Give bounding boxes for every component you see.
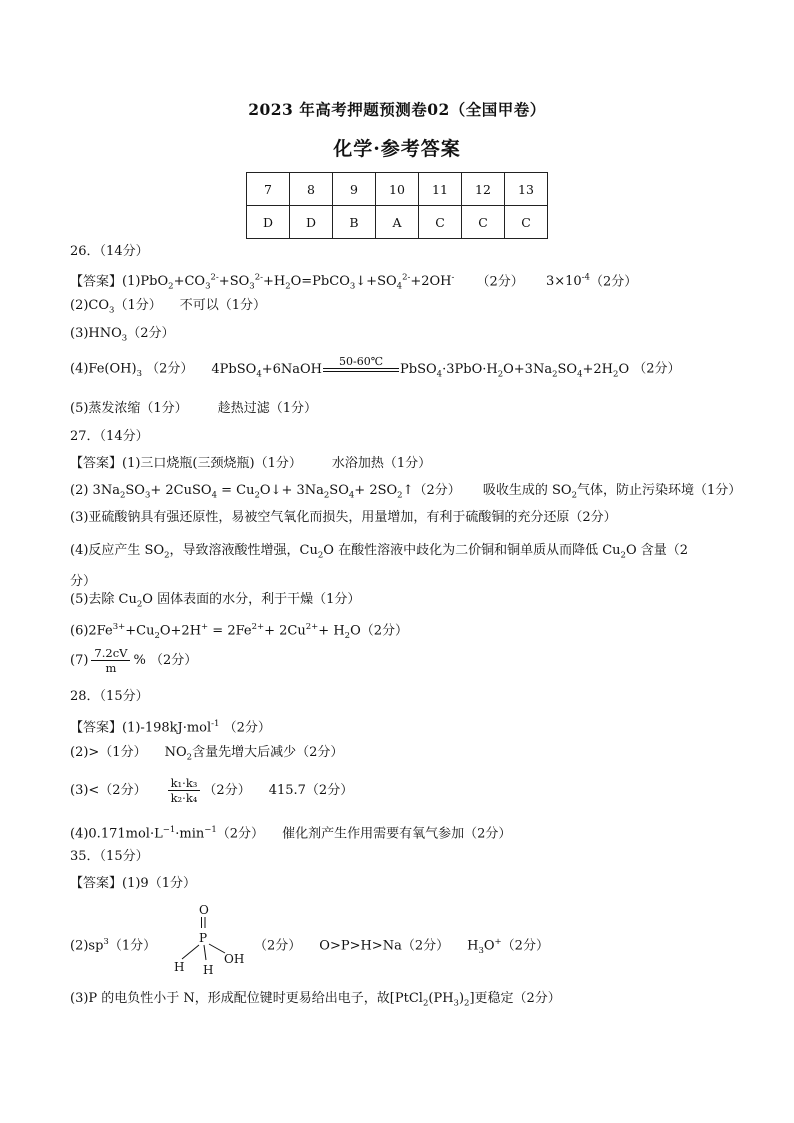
struct-atom-H2: H <box>203 963 214 977</box>
q35-part2-rest: （2分） O>P>H>Na（2分） $H_3O^+(2$分） <box>254 937 549 956</box>
q26-ksp: $3\times 10^{-4}$ <box>545 273 590 290</box>
question-number-cell: 11 <box>419 173 462 206</box>
q27-part1: 【答案】(1)三口烧瓶(三颈烧瓶)（1分） 水浴加热（1分） <box>70 456 432 471</box>
q26-p1-eq: $(1)PbO_2+CO_3^{2-}+SO_3^{2-}+H_2O=PbCO_3↓+SO_4^{2-}+2OH^-$ <box>122 273 455 292</box>
struct-atom-H1: H <box>174 960 185 974</box>
score: （2分） <box>589 274 638 290</box>
q28-part2: (2)>（1分） $NO_2$含量先增大后减少（2分） <box>70 745 344 763</box>
q26-part5: (5)蒸发浓缩（1分） 趁热过滤（1分） <box>70 401 317 416</box>
score: （2分） <box>149 653 198 668</box>
answer-cell: D <box>247 206 290 239</box>
answer-cell: D <box>290 206 333 239</box>
question-number-cell: 8 <box>290 173 333 206</box>
molecule-structure <box>170 900 250 980</box>
score: （2分） <box>146 361 194 377</box>
answer-label: 【答案】 <box>70 720 123 736</box>
q26-p2-b: 不可以（1分） <box>179 298 267 313</box>
q26-part2: $(2)CO_3(1$分） 不可以（1分） <box>70 298 267 316</box>
q35-part1: 【答案】(1)9（1分） <box>70 876 196 891</box>
answer-cell: B <box>333 206 376 239</box>
q27-part5: (5)去除 $Cu_2O$ 固体表面的水分，利于干燥（1分） <box>70 592 361 610</box>
page-title: 2023 年高考押题预测卷02（全国甲卷） <box>248 100 546 119</box>
fraction: $\frac{7.2cV}{m}$ <box>91 646 130 675</box>
q28-part4: $(4)0.171mol\cdot L^{-1}\cdot\min^{-1}(2$分） 催化剂产生作用需要有氧气参加（2分） <box>70 825 512 842</box>
score: （2分） <box>223 720 271 736</box>
q28-part1: 【答案】(1)-198kJ·mol$^{-1}$ （2分） <box>70 719 271 736</box>
score: （2分） <box>203 783 251 798</box>
q27-part7: (7) $\frac{7.2cV}{m}$ % （2分） <box>70 646 198 675</box>
q27-part6: $(6)2Fe^{3+}+Cu_2O+2H^+ = 2Fe^{2+}+ 2Cu^{2+}+ H_2O(2$分） <box>70 622 409 641</box>
score: （1分） <box>114 298 162 313</box>
answer-label: 【答案】 <box>70 456 123 471</box>
q26-heading: 26．（14分） <box>70 244 149 259</box>
answer-cell: C <box>419 206 462 239</box>
q35-part2-prefix: $(2)sp^3(1$分） <box>70 937 157 954</box>
q26-p4-eq: 4PbSO$_4$+6NaOH 50-60℃ $PbSO_4\cdot 3PbO\cdot H_2O+3Na_2SO_4+2H_2O$ <box>211 362 629 377</box>
answer-cell: C <box>505 206 548 239</box>
fraction: $\frac{\text{k₁·k₃}}{\text{k₂·k₄}}$ <box>168 776 201 805</box>
score: （2分） <box>127 326 175 341</box>
answer-table-answer-row <box>247 206 548 239</box>
q26-part1 <box>70 270 637 295</box>
q28-part3: (3)<（2分） $\frac{\text{k₁·k₃}}{\text{k₂·k₄}}$ （2分） 415.7（2分） <box>70 776 354 805</box>
answer-table-question-row <box>247 173 548 206</box>
q28-heading: 28．（15分） <box>70 689 149 704</box>
answer-label: 【答案】 <box>70 876 123 891</box>
question-number-cell: 13 <box>505 173 548 206</box>
q27-part3: (3)亚硫酸钠具有强还原性，易被空气氧化而损失，用量增加，有利于硫酸铜的充分还原（2分） <box>70 510 617 525</box>
question-number-cell: 10 <box>376 173 419 206</box>
answer-table <box>246 172 548 239</box>
q27-part2: (2) $3Na_2SO_3+$ 2CuSO$_4$ = $Cu_2O↓+ 3Na_2SO_4+$ $2SO_2↑(2$分） 吸收生成的 $SO_2$气体，防止污染环境（1分） <box>70 483 742 501</box>
score: （2分） <box>476 274 524 290</box>
question-number-cell: 7 <box>247 173 290 206</box>
answer-cell: C <box>462 206 505 239</box>
question-number-cell: 9 <box>333 173 376 206</box>
q35-part3: (3)P 的电负性小于 N，形成配位键时更易给出电子，故$[PtCl_2(PH_3)_2]$更稳定（2分） <box>70 991 561 1009</box>
reaction-condition: 50-60℃ <box>323 356 399 382</box>
q35-heading: 35．（15分） <box>70 849 149 864</box>
page-subtitle: 化学·参考答案 <box>333 138 461 160</box>
question-number-cell: 12 <box>462 173 505 206</box>
q26-part4: $(4)Fe(OH)_3$ （2分） 4PbSO$_4$+6NaOH 50-60℃ $PbSO_4\cdot 3PbO\cdot H_2O+3Na_2SO_4+2H_2O$ （2分） <box>70 356 681 382</box>
score: （2分） <box>633 361 681 377</box>
q27-part4: (4)反应产生 $SO_2$，导致溶液酸性增强，$Cu_2O$ 在酸性溶液中歧化为二价铜和铜单质从而降低 $Cu_2O$ 含量（2 分） <box>70 543 689 589</box>
answer-label: 【答案】 <box>70 274 123 290</box>
struct-group-OH: OH <box>224 952 245 966</box>
score: （2分） <box>254 938 302 954</box>
answer-cell: A <box>376 206 419 239</box>
q26-part3: $(3)HNO_3(2$分） <box>70 326 175 344</box>
struct-atom-O: O <box>199 903 209 917</box>
q27-heading: 27．（14分） <box>70 429 149 444</box>
struct-atom-P: P <box>199 931 208 945</box>
